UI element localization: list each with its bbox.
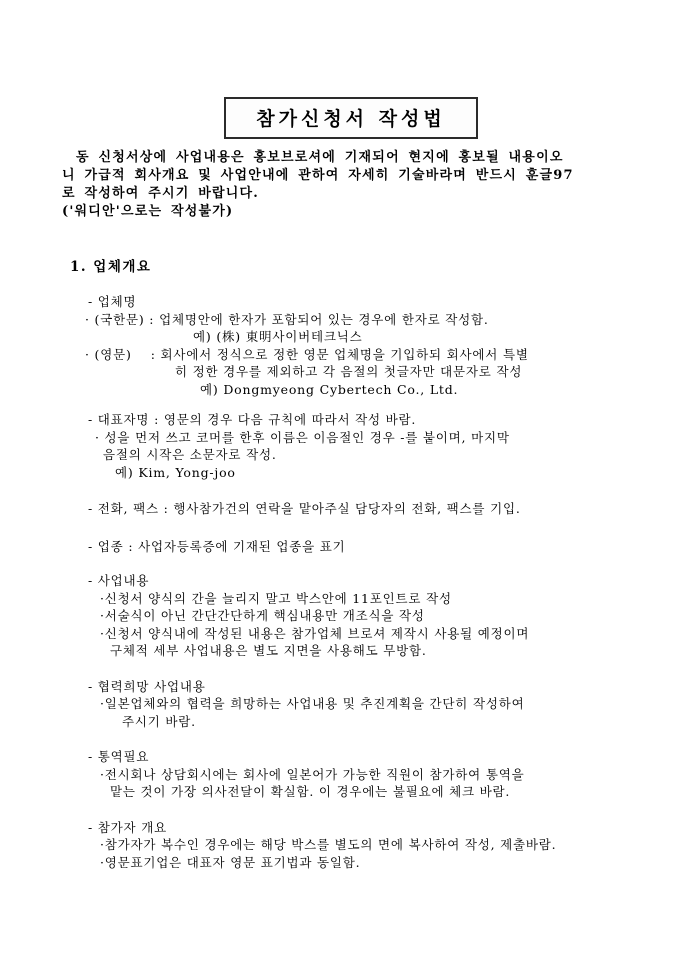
representative-rule-1: · 성을 먼저 쓰고 코머를 한후 이름은 이음절인 경우 -를 붙이며, 마지막 <box>95 429 510 445</box>
participants-label: - 참가자 개요 <box>88 819 167 835</box>
group-business-content <box>62 572 640 660</box>
participants-bullet-1: ·참가자가 복수인 경우에는 해당 박스를 별도의 면에 복사하여 작성, 제출바람. <box>100 837 557 852</box>
document-title: 참가신청서 작성법 <box>256 108 446 130</box>
phone-fax-label: - 전화, 팩스 : 행사참가건의 연락을 맡아주실 담당자의 전화, 팩스를 기입. <box>88 501 521 516</box>
company-name-korean-rule: · (국한문) : 업체명안에 한자가 포함되어 있는 경우에 한자로 작성함. <box>85 311 489 327</box>
section-heading: 1. 업체개요 <box>70 259 152 275</box>
group-phone-fax <box>62 500 640 518</box>
group-business-type <box>62 538 640 556</box>
company-name-english-example: 예) Dongmyeong Cybertech Co., Ltd. <box>200 381 459 397</box>
interpretation-bullet-1: ·전시회나 상담회시에는 회사에 일본어가 가능한 직원이 참가하여 통역을 <box>100 766 525 782</box>
intro-line-1: 동 신청서상에 사업내용은 홍보브로셔에 기재되어 현지에 홍보될 내용이오 <box>76 150 564 165</box>
cooperation-hope-bullet-1-cont: 주시기 바람. <box>122 713 196 729</box>
company-name-english-rule-2: 히 정한 경우를 제외하고 각 음절의 첫글자만 대문자로 작성 <box>175 364 523 379</box>
intro-line-2: 니 가급적 회사개요 및 사업안내에 관하여 자세히 기술바라며 반드시 훈글97 <box>62 168 574 183</box>
interpretation-label: - 통역필요 <box>88 749 150 764</box>
group-cooperation-hope <box>62 678 640 731</box>
intro-paragraph <box>62 149 640 221</box>
title-box <box>224 97 477 139</box>
group-company-name <box>62 293 640 398</box>
interpretation-bullet-1-cont: 맡는 것이 가장 의사전달이 확실함. 이 경우에는 불필요에 체크 바람. <box>110 784 511 799</box>
representative-rule-2: 음절의 시작은 소문자로 작성. <box>103 447 277 462</box>
business-content-bullet-3: ·신청서 양식내에 작성된 내용은 참가업체 브로셔 제작시 사용될 예정이며 <box>100 625 530 641</box>
business-content-bullet-3-cont: 구체적 세부 사업내용은 별도 지면을 사용해도 무방함. <box>110 643 427 658</box>
business-content-bullet-1: ·신청서 양식의 간을 늘리지 말고 박스안에 11포인트로 작성 <box>100 590 452 606</box>
group-representative-name <box>62 411 640 481</box>
intro-line-3: 로 작성하여 주시기 바랍니다. <box>62 186 259 201</box>
company-name-korean-example: 예) (株) 東明사이버테크닉스 <box>193 329 363 344</box>
group-participants <box>62 819 640 872</box>
company-name-english-rule-1: · (영문) : 회사에서 정식으로 정한 영문 업체명을 기입하되 회사에서 특별 <box>85 346 529 362</box>
representative-label: - 대표자명 : 영문의 경우 다음 규칙에 따라서 작성 바람. <box>88 412 417 427</box>
company-name-label: - 업체명 <box>88 294 137 309</box>
group-interpretation <box>62 748 640 801</box>
business-content-bullet-2: ·서술식이 아닌 간단간단하게 핵심내용만 개조식을 작성 <box>100 608 425 623</box>
cooperation-hope-bullet-1: ·일본업체와의 협력을 희망하는 사업내용 및 추진계획을 간단히 작성하여 <box>100 696 525 711</box>
cooperation-hope-label: - 협력희망 사업내용 <box>88 678 206 694</box>
participants-bullet-2: ·영문표기업은 대표자 영문 표기법과 동일함. <box>100 854 361 870</box>
business-content-label: - 사업내용 <box>88 573 150 588</box>
business-type-label: - 업종 : 사업자등록증에 기재된 업종을 표기 <box>88 538 346 554</box>
representative-example: 예) Kim, Yong-joo <box>115 464 236 480</box>
intro-note: ('워디안'으로는 작성불가) <box>62 204 234 219</box>
